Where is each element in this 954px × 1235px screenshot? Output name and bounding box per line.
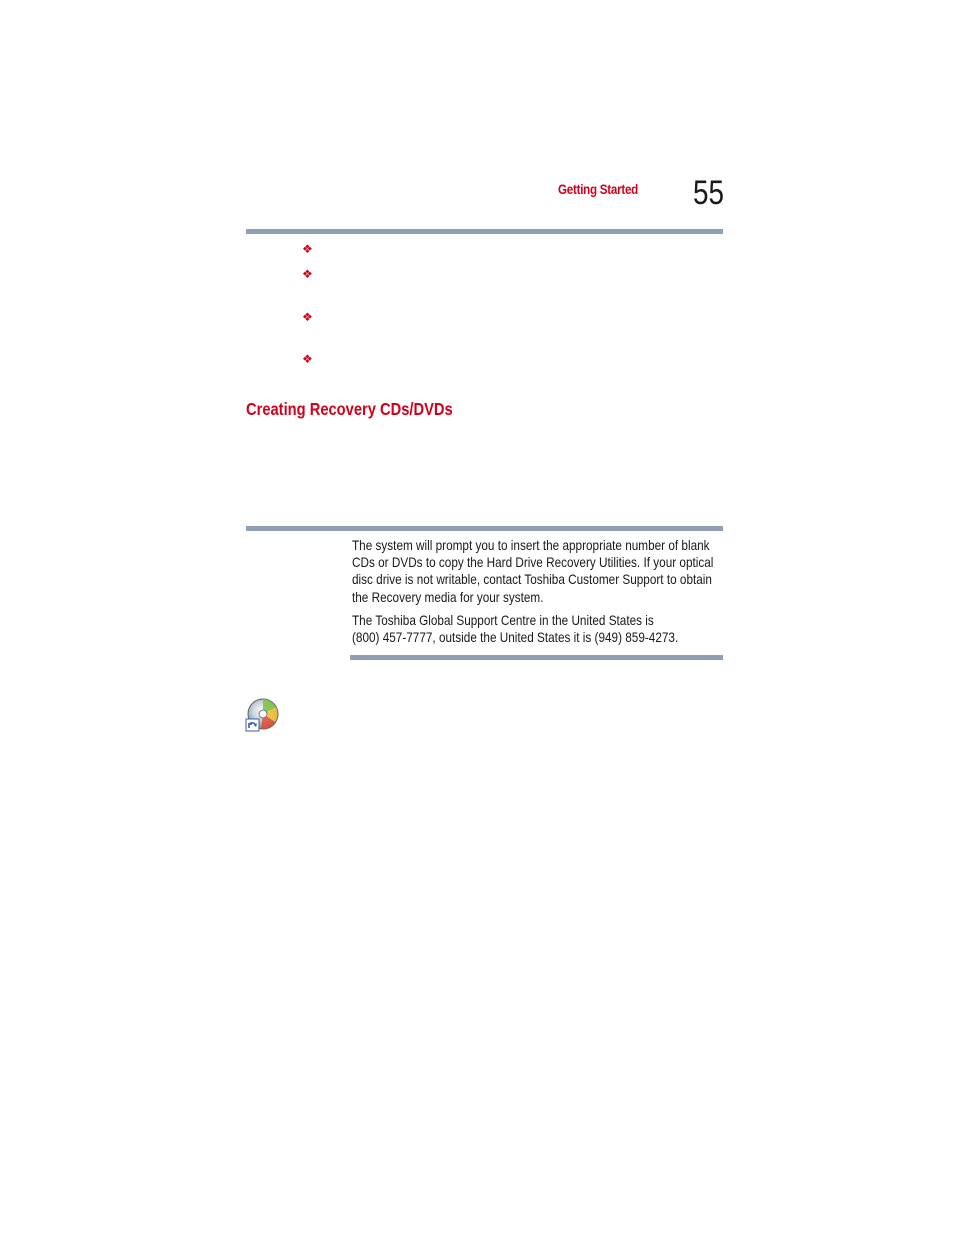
bullet-marker: ❖ xyxy=(302,242,313,256)
bullet-marker: ❖ xyxy=(302,267,313,281)
header-rule xyxy=(246,229,723,234)
page-number: 55 xyxy=(692,174,724,212)
note-line: The Toshiba Global Support Centre in the United States is xyxy=(352,611,654,628)
note-rule-top xyxy=(246,526,723,531)
bullet-marker: ❖ xyxy=(302,352,313,366)
note-paragraph xyxy=(352,537,722,606)
note-line: disc drive is not writable, contact Toshiba Customer Support to obtain xyxy=(352,571,712,588)
bullet-marker: ❖ xyxy=(302,310,313,324)
section-heading: Creating Recovery CDs/DVDs xyxy=(246,399,453,419)
note-box xyxy=(352,537,722,652)
recovery-disc-icon xyxy=(245,697,281,733)
section-label: Getting Started xyxy=(558,182,638,197)
note-paragraph xyxy=(352,612,722,646)
note-line: the Recovery media for your system. xyxy=(352,588,544,605)
note-rule-bottom xyxy=(350,655,723,660)
note-line: (800) 457-7777, outside the United States it is (949) 859-4273. xyxy=(352,629,679,646)
note-line: The system will prompt you to insert the appropriate number of blank xyxy=(352,537,710,553)
note-line: CDs or DVDs to copy the Hard Drive Recovery Utilities. If your optical xyxy=(352,554,714,571)
